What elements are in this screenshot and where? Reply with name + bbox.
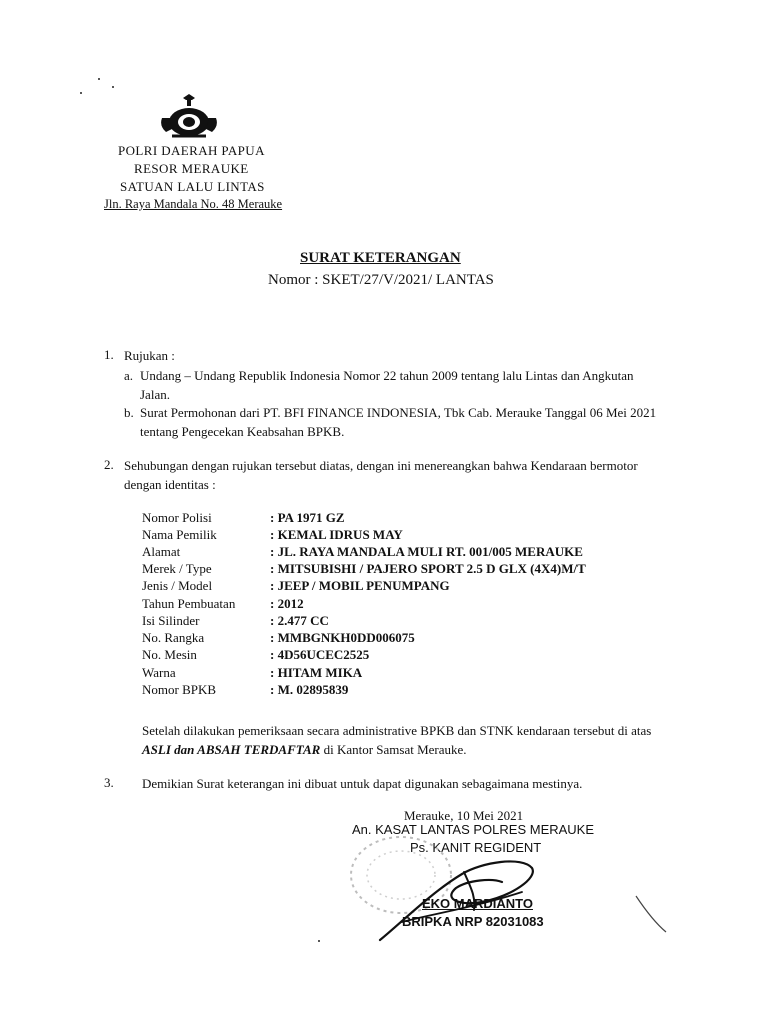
header-address: Jln. Raya Mandala No. 48 Merauke [104, 197, 283, 211]
conclusion-rest: di Kantor Samsat Merauke. [320, 742, 467, 757]
scan-speck [318, 940, 320, 942]
vehicle-row-label: Tahun Pembuatan [142, 596, 236, 611]
margin-pen-mark [632, 892, 672, 936]
vehicle-row-value: : M. 02895839 [270, 682, 349, 697]
signature-on-behalf: An. KASAT LANTAS POLRES MERAUKE [352, 822, 595, 837]
conclusion-emphasis: ASLI dan ABSAH TERDAFTAR [142, 742, 321, 757]
vehicle-row-value: : PA 1971 GZ [270, 510, 345, 525]
vehicle-row-label: No. Mesin [142, 647, 197, 662]
scan-speck [80, 92, 82, 94]
vehicle-row-label: Isi Silinder [142, 613, 200, 628]
header-line-satuan: SATUAN LALU LINTAS [120, 179, 265, 194]
scan-speck [98, 78, 100, 80]
vehicle-row-label: Nomor Polisi [142, 510, 212, 525]
vehicle-row-label: Nomor BPKB [142, 682, 217, 697]
document-title: SURAT KETERANGAN [300, 250, 461, 266]
header-line-resor: RESOR MERAUKE [134, 161, 249, 176]
item-a-line-1: Undang – Undang Republik Indonesia Nomor 22 tahun 2009 tentang lalu Lintas dan Angkutan [140, 368, 634, 383]
vehicle-row-value: : KEMAL IDRUS MAY [270, 527, 403, 542]
vehicle-row-label: Merek / Type [142, 561, 212, 576]
vehicle-row-value: : 4D56UCEC2525 [270, 647, 370, 662]
vehicle-row-label: Nama Pemilik [142, 527, 217, 542]
vehicle-row-value: : MITSUBISHI / PAJERO SPORT 2.5 D GLX (4X4)M/T [270, 561, 586, 576]
section-3-text: Demikian Surat keterangan ini dibuat untuk dapat digunakan sebagaimana mestinya. [142, 776, 583, 791]
document-number: Nomor : SKET/27/V/2021/ LANTAS [268, 272, 494, 288]
section-2-number: 2. [104, 457, 114, 472]
section-2-line-1: Sehubungan dengan rujukan tersebut diatas, dengan ini menereangkan bahwa Kendaraan bermotor [124, 458, 638, 473]
item-a-marker: a. [124, 368, 134, 383]
vehicle-row-label: No. Rangka [142, 630, 205, 645]
conclusion-line-2 [142, 740, 467, 759]
signature-position: Ps. KANIT REGIDENT [410, 840, 542, 855]
section-1-number: 1. [104, 347, 114, 362]
vehicle-row-value: : 2.477 CC [270, 613, 329, 628]
item-b-line-1: Surat Permohonan dari PT. BFI FINANCE INDONESIA, Tbk Cab. Merauke Tanggal 06 Mei 2021 [140, 405, 657, 420]
section-2-line-2: dengan identitas : [124, 477, 216, 492]
item-a-line-2: Jalan. [140, 387, 170, 402]
item-b-line-2: tentang Pengecekan Keabsahan BPKB. [140, 424, 345, 439]
vehicle-row-value: : JEEP / MOBIL PENUMPANG [270, 578, 450, 593]
vehicle-row-value: : MMBGNKH0DD006075 [270, 630, 415, 645]
signatory-name: EKO MARDIANTO [422, 896, 533, 911]
vehicle-row-value: : JL. RAYA MANDALA MULI RT. 001/005 MERAUKE [270, 544, 583, 559]
vehicle-row-value: : HITAM MIKA [270, 665, 363, 680]
vehicle-row-label: Alamat [142, 544, 181, 559]
police-emblem-logo [158, 94, 220, 140]
item-b-marker: b. [124, 405, 134, 420]
section-3-number: 3. [104, 775, 114, 790]
conclusion-line-1: Setelah dilakukan pemeriksaan secara administrative BPKB dan STNK kendaraan tersebut di atas [142, 723, 652, 738]
vehicle-row-label: Warna [142, 665, 176, 680]
vehicle-row-value: : 2012 [270, 596, 304, 611]
header-line-polri: POLRI DAERAH PAPUA [118, 143, 265, 158]
signature-place-date: Merauke, 10 Mei 2021 [404, 808, 524, 823]
vehicle-row-label: Jenis / Model [142, 578, 213, 593]
signatory-rank-nrp: BRIPKA NRP 82031083 [402, 914, 544, 929]
section-1-label: Rujukan : [124, 348, 175, 363]
scan-speck [112, 86, 114, 88]
